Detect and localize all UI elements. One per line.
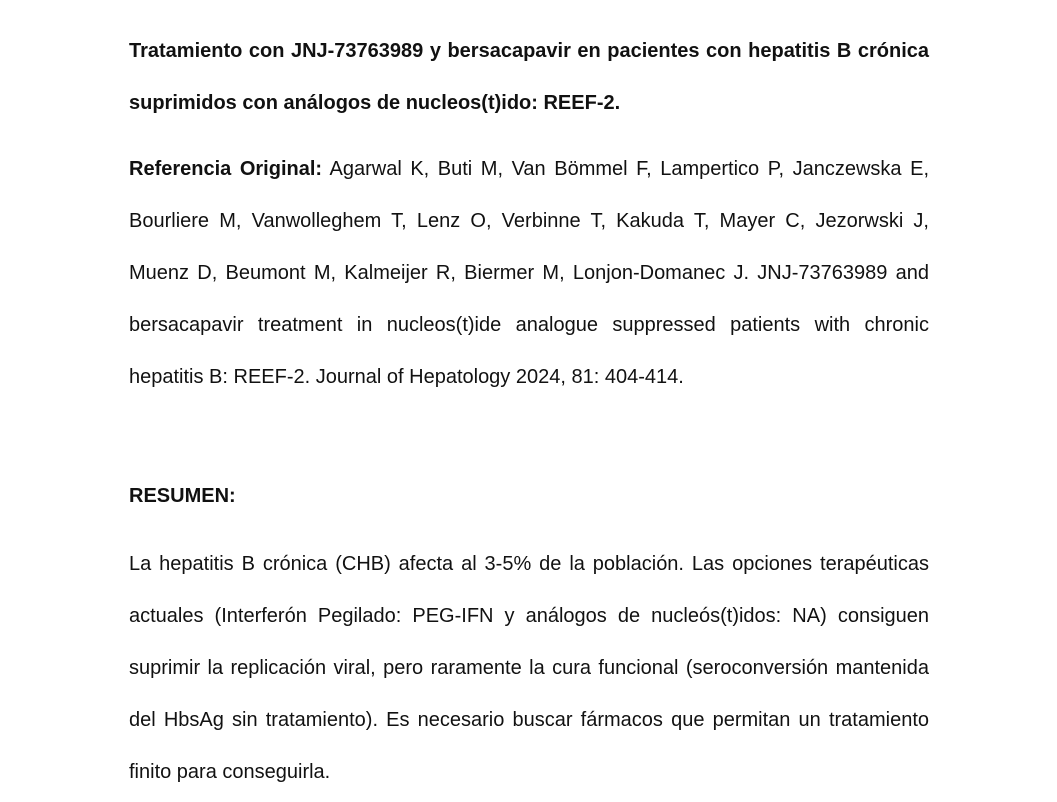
reference-paragraph xyxy=(129,143,929,403)
resumen-body: La hepatitis B crónica (CHB) afecta al 3-5% de la población. Las opciones terapéuticas actuales (Interferón Pegilado: PEG-IFN y análogos de nucleós(t)idos: NA) consiguen suprimir la replicación viral, pero raramente la cura funcional (seroconversión mantenida del HbsAg sin tratamiento). Es necesario buscar fármacos que permitan un tratamiento finito para conseguirla. xyxy=(129,553,929,783)
document-title: Tratamiento con JNJ-73763989 y bersacapavir en pacientes con hepatitis B crónica suprimidos con análogos de nucleos(t)ido: REEF-2. xyxy=(129,40,929,114)
reference-label: Referencia Original: xyxy=(129,158,323,180)
resumen-heading: RESUMEN: xyxy=(129,485,236,507)
reference-citation: Agarwal K, Buti M, Van Bömmel F, Lampertico P, Janczewska E, Bourliere M, Vanwolleghem T, Lenz O, Verbinne T, Kakuda T, Mayer C, Jezorwski J, Muenz D, Beumont M, Kalmeijer R, Biermer M, Lonjon-Domanec J. JNJ-73763989 and bersacapavir treatment in nucleos(t)ide analogue suppressed patients with chronic hepatitis B: REEF-2. Journal of Hepatology 2024, 81: 404-414. xyxy=(129,158,929,388)
